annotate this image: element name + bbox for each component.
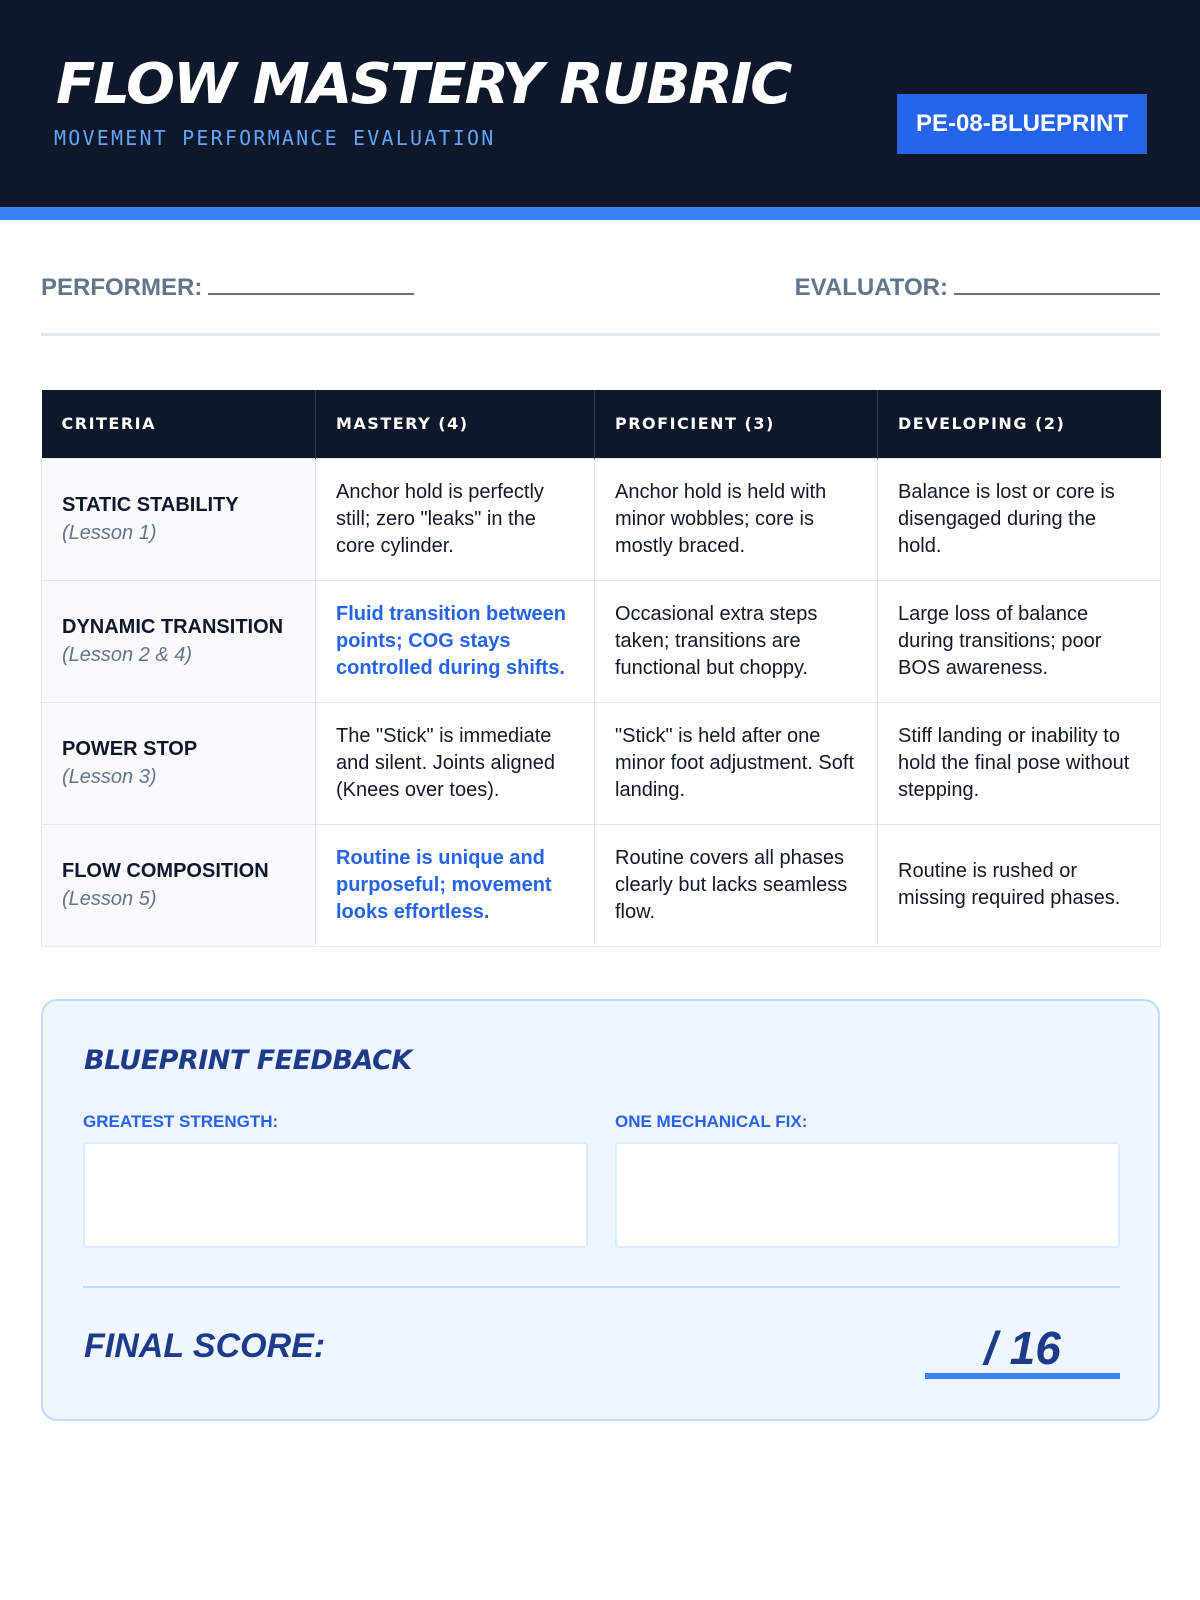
developing-cell: Routine is rushed or missing required phases. (878, 824, 1161, 946)
final-score-label: FINAL SCORE: (84, 1327, 326, 1365)
evaluator-field (795, 274, 1160, 302)
strength-input[interactable] (83, 1142, 588, 1248)
criteria-lesson: (Lesson 2 & 4) (62, 643, 193, 666)
proficient-cell: Anchor hold is held with minor wobbles; core is mostly braced. (595, 458, 878, 580)
performer-blank-line[interactable] (208, 275, 414, 295)
criteria-cell (42, 580, 316, 702)
performer-field (41, 274, 414, 302)
evaluator-blank-line[interactable] (954, 275, 1160, 295)
criteria-lesson: (Lesson 3) (62, 765, 157, 788)
table-row (42, 458, 1161, 580)
developing-cell: Large loss of balance during transitions; poor BOS awareness. (878, 580, 1161, 702)
feedback-panel (41, 999, 1160, 1421)
header-proficient: PROFICIENT (3) (595, 390, 878, 458)
performer-label: PERFORMER: (41, 274, 203, 301)
mastery-cell: Routine is unique and purposeful; movement looks effortless. (316, 824, 595, 946)
final-score-total: / 16 (984, 1322, 1061, 1374)
fix-label: ONE MECHANICAL FIX: (615, 1112, 808, 1131)
criteria-title: DYNAMIC TRANSITION (62, 615, 284, 638)
table-row (42, 702, 1161, 824)
final-score-field[interactable] (925, 1311, 1120, 1379)
proficient-cell: Occasional extra steps taken; transitions are functional but choppy. (595, 580, 878, 702)
strength-label: GREATEST STRENGTH: (83, 1112, 279, 1131)
criteria-cell (42, 458, 316, 580)
mastery-cell: Fluid transition between points; COG stays controlled during shifts. (316, 580, 595, 702)
mastery-cell: Anchor hold is perfectly still; zero "leaks" in the core cylinder. (316, 458, 595, 580)
developing-cell: Stiff landing or inability to hold the final pose without stepping. (878, 702, 1161, 824)
page-subtitle: MOVEMENT PERFORMANCE EVALUATION (54, 126, 496, 150)
rubric-table (41, 390, 1161, 947)
criteria-title: FLOW COMPOSITION (62, 859, 269, 882)
criteria-lesson: (Lesson 5) (62, 887, 157, 910)
rubric-header-row (42, 390, 1161, 458)
developing-cell: Balance is lost or core is disengaged during the hold. (878, 458, 1161, 580)
proficient-cell: "Stick" is held after one minor foot adjustment. Soft landing. (595, 702, 878, 824)
header-accent-stripe (0, 207, 1200, 220)
criteria-cell (42, 824, 316, 946)
criteria-title: STATIC STABILITY (62, 493, 239, 516)
meta-divider (41, 333, 1160, 336)
feedback-divider (83, 1286, 1120, 1288)
table-row (42, 580, 1161, 702)
mechanical-fix-input[interactable] (615, 1142, 1120, 1248)
evaluator-label: EVALUATOR: (794, 274, 948, 301)
mastery-cell: The "Stick" is immediate and silent. Joints aligned (Knees over toes). (316, 702, 595, 824)
header-criteria: CRITERIA (42, 390, 316, 458)
proficient-cell: Routine covers all phases clearly but lacks seamless flow. (595, 824, 878, 946)
page-title: FLOW MASTERY RUBRIC (56, 52, 791, 117)
table-row (42, 824, 1161, 946)
criteria-title: POWER STOP (62, 737, 198, 760)
feedback-title: BLUEPRINT FEEDBACK (84, 1045, 412, 1076)
header-developing: DEVELOPING (2) (878, 390, 1161, 458)
criteria-lesson: (Lesson 1) (62, 521, 157, 544)
header-mastery: MASTERY (4) (316, 390, 595, 458)
criteria-cell (42, 702, 316, 824)
document-code-badge: PE-08-BLUEPRINT (897, 94, 1147, 154)
